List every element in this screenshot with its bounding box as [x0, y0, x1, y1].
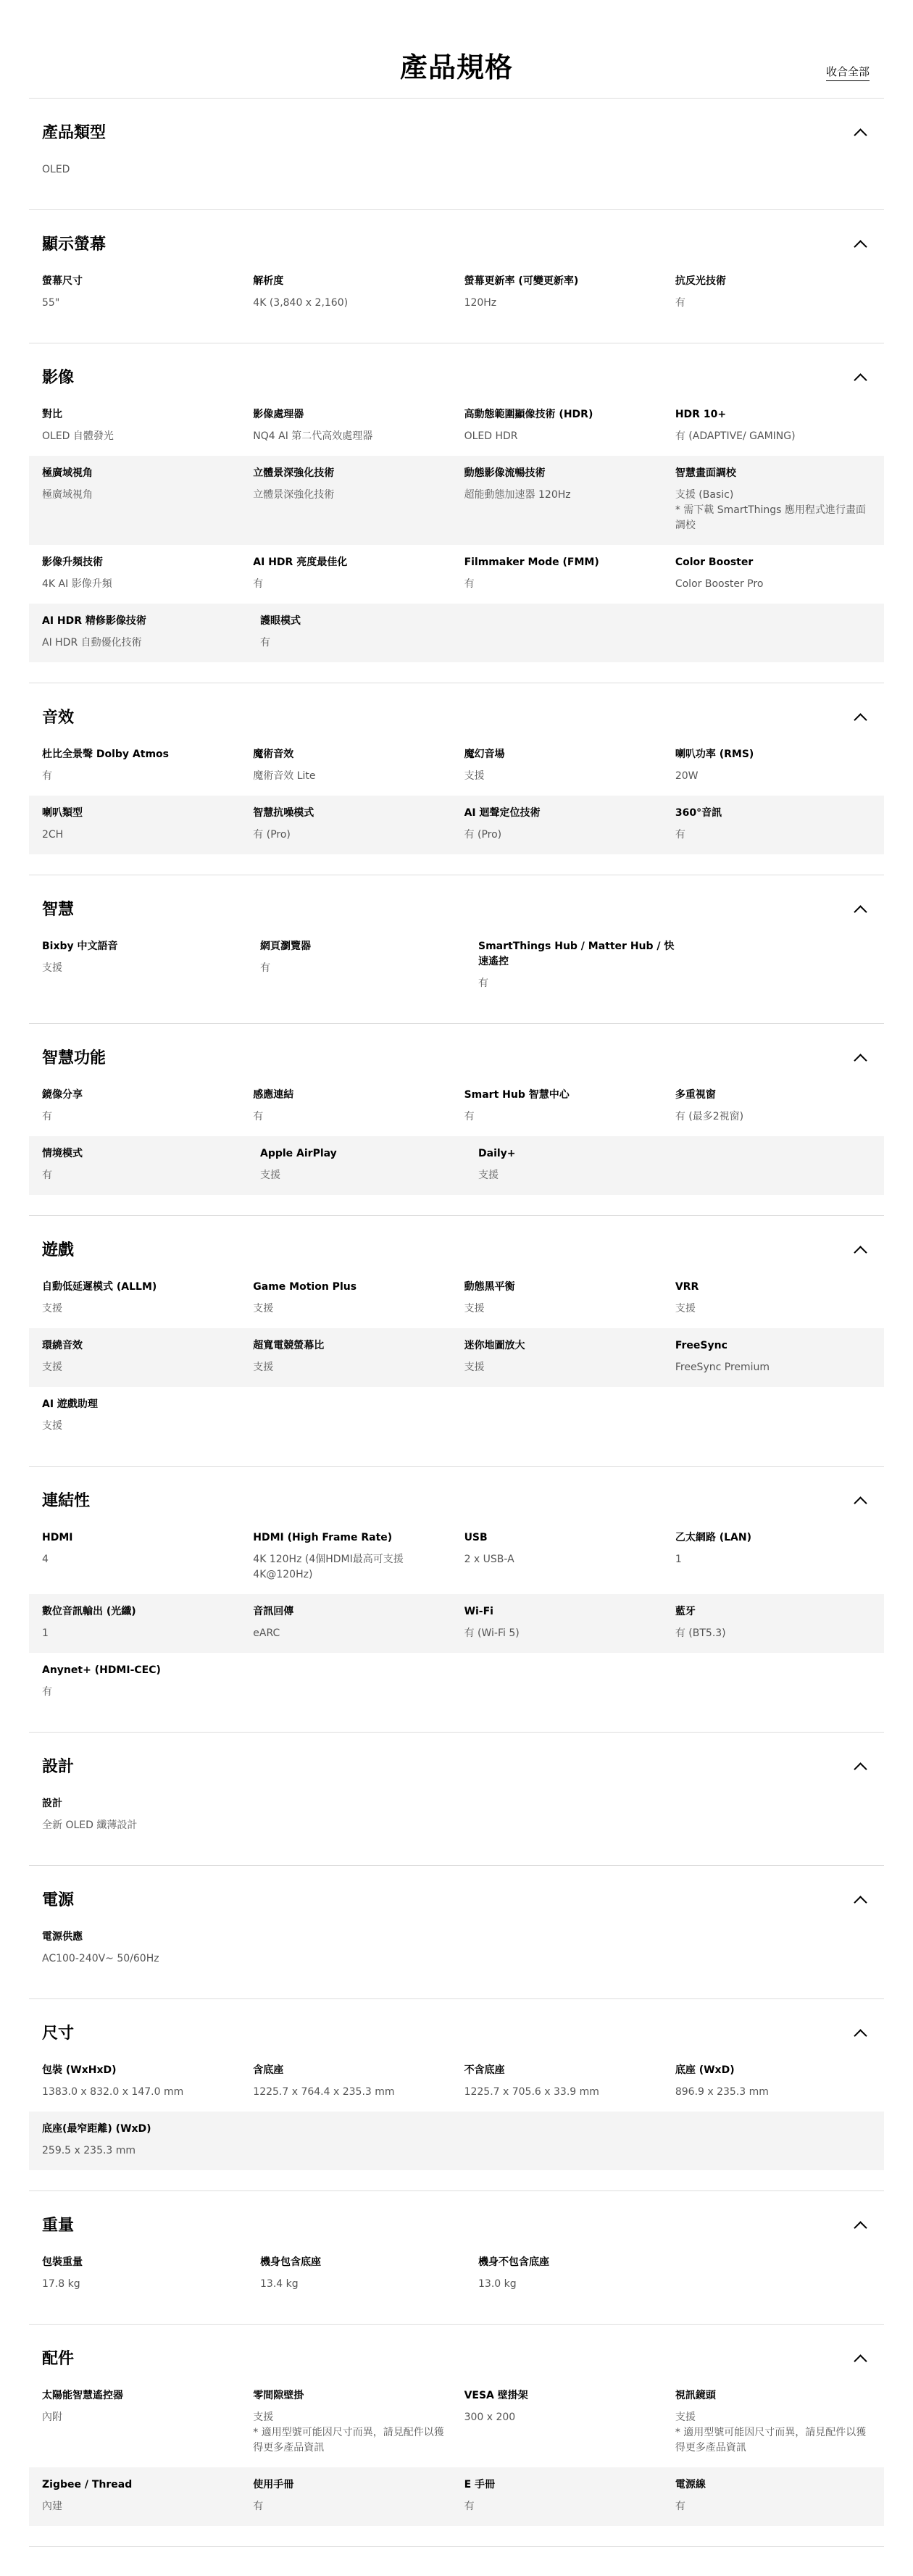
- spec-item: [675, 1530, 871, 1583]
- spec-value: 有 (Wi-Fi 5): [464, 1627, 520, 1639]
- spec-label: 含底座: [253, 2064, 284, 2076]
- spec-item: [464, 1280, 675, 1317]
- spec-value: 有 (Pro): [464, 829, 502, 841]
- spec-row: [29, 1920, 884, 1978]
- spec-row: [29, 1387, 884, 1446]
- section-title: 遊戲: [42, 1241, 75, 1259]
- spec-value: 有: [42, 770, 52, 782]
- spec-item: [464, 466, 675, 533]
- spec-value: 立體景深強化技術: [253, 489, 335, 501]
- spec-item: [42, 1146, 260, 1183]
- spec-label: 立體景深強化技術: [253, 467, 335, 479]
- spec-label: Anynet+ (HDMI-CEC): [42, 1664, 161, 1676]
- spec-item: [42, 1397, 245, 1434]
- page-title: 產品規格: [399, 51, 513, 83]
- spec-value: eARC: [253, 1627, 280, 1639]
- spec-item: [42, 1088, 253, 1125]
- spec-item: [675, 1088, 871, 1125]
- spec-row: [29, 1328, 884, 1387]
- spec-label: 解析度: [253, 275, 284, 287]
- spec-item: [464, 1338, 675, 1375]
- spec-value: 有: [464, 2501, 475, 2512]
- section-toggle[interactable]: [29, 2015, 884, 2053]
- spec-row: [29, 264, 884, 322]
- spec-value: 支援: [253, 1303, 274, 1314]
- spec-item: [675, 1604, 871, 1641]
- spec-label: 包裝重量: [42, 2256, 83, 2268]
- spec-label: 音訊回傳: [253, 1606, 294, 1617]
- spec-label: 使用手冊: [253, 2479, 294, 2490]
- spec-label: 鏡像分享: [42, 1089, 83, 1101]
- spec-item: [42, 1930, 245, 1967]
- spec-value: 支援 * 適用型號可能因尺寸而異，請見配件以獲得更多產品資訊: [675, 2412, 867, 2454]
- spec-label: E 手冊: [464, 2479, 495, 2490]
- spec-row: [29, 604, 884, 662]
- spec-value: 1383.0 x 832.0 x 147.0 mm: [42, 2086, 184, 2098]
- spec-value: 13.4 kg: [260, 2278, 299, 2290]
- spec-item: [675, 274, 871, 311]
- spec-item: [464, 555, 675, 592]
- spec-value: 有: [478, 978, 488, 989]
- spec-row: [29, 2112, 884, 2170]
- spec-item: [464, 2063, 675, 2100]
- spec-label: 視訊鏡頭: [675, 2390, 716, 2401]
- spec-item: [42, 162, 245, 178]
- spec-item: [42, 939, 260, 991]
- spec-label: SmartThings Hub / Matter Hub / 快速遙控: [478, 941, 675, 967]
- spec-item: [464, 747, 675, 784]
- section-title: 智慧: [42, 901, 75, 919]
- spec-item: [42, 806, 253, 843]
- section-toggle[interactable]: [29, 699, 884, 737]
- section-title: 配件: [42, 2350, 75, 2368]
- spec-value: 支援: [42, 962, 62, 974]
- spec-item: [253, 2477, 464, 2514]
- spec-value: 有: [675, 829, 685, 841]
- spec-item: [675, 2063, 871, 2100]
- spec-value: 有: [253, 1111, 264, 1122]
- spec-item: [42, 1280, 253, 1317]
- spec-value: 1: [42, 1627, 49, 1639]
- spec-label: 數位音訊輸出 (光纖): [42, 1606, 136, 1617]
- spec-row: [29, 2467, 884, 2526]
- spec-item: [675, 2388, 871, 2456]
- spec-value: AC100-240V~ 50/60Hz: [42, 1953, 159, 1964]
- spec-label: 魔術音效: [253, 749, 294, 760]
- spec-sections: [29, 99, 884, 2547]
- spec-label: 藍牙: [675, 1606, 696, 1617]
- spec-item: [260, 614, 463, 651]
- spec-item: [675, 806, 871, 843]
- section-toggle[interactable]: [29, 2207, 884, 2245]
- spec-item: [253, 407, 464, 444]
- spec-item: [42, 407, 253, 444]
- spec-label: 影像處理器: [253, 409, 304, 420]
- spec-item: [42, 1663, 245, 1700]
- spec-value: OLED 自體發光: [42, 430, 114, 442]
- spec-label: 抗反光技術: [675, 275, 726, 287]
- spec-item: [675, 747, 871, 784]
- spec-item: [42, 274, 253, 311]
- spec-label: Bixby 中文語音: [42, 941, 118, 952]
- spec-item: [675, 407, 871, 444]
- spec-label: VRR: [675, 1281, 699, 1293]
- spec-value: 120Hz: [464, 297, 497, 309]
- spec-label: HDMI (High Frame Rate): [253, 1532, 393, 1543]
- section-toggle[interactable]: [29, 2341, 884, 2378]
- spec-value: 支援: [478, 1170, 499, 1181]
- spec-label: 電源供應: [42, 1931, 83, 1943]
- spec-label: 多重視窗: [675, 1089, 716, 1101]
- spec-item: [253, 466, 464, 533]
- spec-value: 4: [42, 1554, 49, 1565]
- spec-value: 支援: [42, 1362, 62, 1373]
- spec-item: [253, 555, 464, 592]
- spec-label: 動態影像流暢技術: [464, 467, 546, 479]
- spec-item: [464, 274, 675, 311]
- spec-item: [42, 1530, 253, 1583]
- spec-value: OLED HDR: [464, 430, 518, 442]
- spec-label: AI HDR 亮度最佳化: [253, 557, 348, 568]
- spec-item: [675, 555, 871, 592]
- spec-label: 迷你地圖放大: [464, 1340, 525, 1351]
- spec-item: [253, 1530, 464, 1583]
- spec-label: AI HDR 精修影像技術: [42, 615, 146, 627]
- spec-label: 乙太網路 (LAN): [675, 1532, 751, 1543]
- spec-label: 智慧畫面調校: [675, 467, 736, 479]
- spec-value: 支援 (Basic) * 需下載 SmartThings 應用程式進行畫面調校: [675, 489, 866, 531]
- spec-item: [675, 2477, 871, 2514]
- spec-value: 55": [42, 297, 60, 309]
- spec-section: [29, 1999, 884, 2191]
- spec-label: 螢幕尺寸: [42, 275, 83, 287]
- spec-label: Color Booster: [675, 557, 754, 568]
- spec-label: 魔幻音場: [464, 749, 505, 760]
- section-toggle[interactable]: [29, 1232, 884, 1270]
- spec-value: 有: [675, 297, 685, 309]
- spec-value: 有: [42, 1686, 52, 1698]
- spec-item: [464, 2388, 675, 2456]
- spec-label: 機身包含底座: [260, 2256, 321, 2268]
- spec-label: 包裝 (WxHxD): [42, 2064, 117, 2076]
- spec-label: 高動態範圍顯像技術 (HDR): [464, 409, 593, 420]
- spec-item: [675, 466, 871, 533]
- section-title: 音效: [42, 709, 75, 727]
- spec-label: 超寬電競螢幕比: [253, 1340, 325, 1351]
- spec-item: [464, 407, 675, 444]
- spec-item: [260, 1146, 478, 1183]
- spec-label: 底座(最窄距離) (WxD): [42, 2123, 151, 2135]
- spec-label: Filmmaker Mode (FMM): [464, 557, 599, 568]
- spec-section: [29, 683, 884, 875]
- spec-item: [42, 1604, 253, 1641]
- spec-row: [29, 397, 884, 456]
- spec-value: 2 x USB-A: [464, 1554, 514, 1565]
- spec-item: [464, 1088, 675, 1125]
- spec-item: [42, 1338, 253, 1375]
- spec-header: [29, 0, 884, 99]
- spec-value: 4K (3,840 x 2,160): [253, 297, 349, 309]
- spec-item: [253, 1604, 464, 1641]
- spec-value: 有: [253, 578, 264, 590]
- spec-row: [29, 2245, 884, 2304]
- spec-item: [42, 2255, 260, 2292]
- spec-row: [29, 1594, 884, 1653]
- section-toggle[interactable]: [29, 891, 884, 929]
- spec-item: [464, 1530, 675, 1583]
- spec-label: AI 迴聲定位技術: [464, 807, 541, 819]
- spec-item: [478, 939, 681, 991]
- spec-value: 極廣域視角: [42, 489, 93, 501]
- spec-value: 支援: [675, 1303, 696, 1314]
- spec-value: 有 (Pro): [253, 829, 291, 841]
- spec-label: 自動低延遲模式 (ALLM): [42, 1281, 157, 1293]
- spec-item: [253, 1088, 464, 1125]
- spec-row: [29, 1520, 884, 1594]
- spec-label: 杜比全景聲 Dolby Atmos: [42, 749, 169, 760]
- spec-label: 機身不包含底座: [478, 2256, 549, 2268]
- spec-label: 極廣域視角: [42, 467, 93, 479]
- section-toggle[interactable]: [29, 359, 884, 397]
- spec-item: [675, 1280, 871, 1317]
- spec-value: 259.5 x 235.3 mm: [42, 2145, 136, 2156]
- spec-value: 有: [675, 2501, 685, 2512]
- spec-item: [464, 1604, 675, 1641]
- spec-value: 有: [42, 1111, 52, 1122]
- spec-label: 底座 (WxD): [675, 2064, 735, 2076]
- spec-value: 有: [260, 962, 270, 974]
- spec-item: [464, 806, 675, 843]
- section-title: 尺寸: [42, 2025, 75, 2043]
- spec-section: [29, 2191, 884, 2325]
- spec-value: OLED: [42, 164, 70, 175]
- section-toggle[interactable]: [29, 1483, 884, 1520]
- spec-value: 內附: [42, 2412, 62, 2423]
- section-title: 產品類型: [42, 124, 107, 142]
- spec-item: [42, 2063, 253, 2100]
- spec-label: HDR 10+: [675, 409, 727, 420]
- spec-value: 支援: [260, 1170, 280, 1181]
- spec-value: 支援: [253, 1362, 274, 1373]
- spec-label: Game Motion Plus: [253, 1281, 357, 1293]
- spec-row: [29, 456, 884, 545]
- spec-item: [42, 466, 253, 533]
- spec-item: [42, 2477, 253, 2514]
- spec-section: [29, 1733, 884, 1866]
- spec-row: [29, 1786, 884, 1845]
- spec-section: [29, 875, 884, 1024]
- spec-item: [253, 1280, 464, 1317]
- spec-label: 智慧抗噪模式: [253, 807, 314, 819]
- spec-item: [253, 806, 464, 843]
- spec-label: 感應連結: [253, 1089, 294, 1101]
- spec-value: 支援 * 適用型號可能因尺寸而異，請見配件以獲得更多產品資訊: [253, 2412, 444, 2454]
- spec-label: 喇叭類型: [42, 807, 83, 819]
- section-toggle[interactable]: [29, 114, 884, 152]
- spec-value: 有: [260, 637, 270, 649]
- spec-item: [675, 1338, 871, 1375]
- spec-label: Zigbee / Thread: [42, 2479, 133, 2490]
- spec-row: [29, 1136, 884, 1195]
- spec-item: [42, 747, 253, 784]
- collapse-all-link[interactable]: 收合全部: [826, 64, 870, 81]
- spec-label: 網頁瀏覽器: [260, 941, 311, 952]
- spec-value: 有: [253, 2501, 264, 2512]
- section-toggle[interactable]: [29, 226, 884, 264]
- spec-label: 影像升頻技術: [42, 557, 103, 568]
- spec-section: [29, 210, 884, 343]
- spec-item: [42, 2122, 245, 2159]
- spec-value: 4K 120Hz (4個HDMI最高可支援4K@120Hz): [253, 1554, 404, 1580]
- spec-row: [29, 152, 884, 189]
- spec-value: AI HDR 自動優化技術: [42, 637, 142, 649]
- spec-item: [464, 2477, 675, 2514]
- spec-value: 300 x 200: [464, 2412, 516, 2423]
- spec-value: 支援: [464, 770, 485, 782]
- spec-label: 不含底座: [464, 2064, 505, 2076]
- spec-label: 螢幕更新率 (可變更新率): [464, 275, 579, 287]
- spec-item: [42, 2388, 253, 2456]
- spec-value: 支援: [464, 1303, 485, 1314]
- spec-item: [253, 747, 464, 784]
- spec-value: 1: [675, 1554, 682, 1565]
- spec-item: [253, 274, 464, 311]
- spec-row: [29, 796, 884, 854]
- spec-value: 13.0 kg: [478, 2278, 517, 2290]
- spec-value: 1225.7 x 764.4 x 235.3 mm: [253, 2086, 395, 2098]
- spec-label: 喇叭功率 (RMS): [675, 749, 754, 760]
- section-title: 重量: [42, 2217, 75, 2235]
- spec-label: 護眼模式: [260, 615, 301, 627]
- section-toggle[interactable]: [29, 1748, 884, 1786]
- spec-value: 內建: [42, 2501, 62, 2512]
- spec-label: 對比: [42, 409, 62, 420]
- spec-label: AI 遊戲助理: [42, 1399, 98, 1410]
- spec-section: [29, 2325, 884, 2547]
- spec-label: 設計: [42, 1798, 62, 1809]
- spec-item: [253, 1338, 464, 1375]
- section-title: 顯示螢幕: [42, 235, 107, 254]
- spec-label: 太陽能智慧遙控器: [42, 2390, 123, 2401]
- spec-row: [29, 2053, 884, 2112]
- spec-item: [42, 555, 253, 592]
- spec-section: [29, 1467, 884, 1733]
- spec-item: [253, 2388, 464, 2456]
- spec-value: 896.9 x 235.3 mm: [675, 2086, 769, 2098]
- spec-value: 支援: [42, 1303, 62, 1314]
- spec-item: [260, 2255, 478, 2292]
- spec-value: 2CH: [42, 829, 64, 841]
- spec-value: 魔術音效 Lite: [253, 770, 316, 782]
- spec-label: USB: [464, 1532, 488, 1543]
- spec-label: 零間隙壁掛: [253, 2390, 304, 2401]
- spec-section: [29, 1866, 884, 1999]
- spec-value: 支援: [464, 1362, 485, 1373]
- spec-section: [29, 1024, 884, 1216]
- spec-label: 動態黑平衡: [464, 1281, 515, 1293]
- spec-value: 支援: [42, 1420, 62, 1432]
- spec-section: [29, 99, 884, 210]
- spec-label: Wi-Fi: [464, 1606, 493, 1617]
- spec-label: Smart Hub 智慧中心: [464, 1089, 570, 1101]
- section-toggle[interactable]: [29, 1040, 884, 1077]
- spec-value: 4K AI 影像升頻: [42, 578, 112, 590]
- spec-label: 電源線: [675, 2479, 706, 2490]
- spec-row: [29, 929, 884, 1003]
- spec-item: [478, 1146, 681, 1183]
- spec-value: 有: [42, 1170, 52, 1181]
- spec-item: [42, 614, 260, 651]
- spec-item: [260, 939, 478, 991]
- spec-label: Apple AirPlay: [260, 1148, 337, 1159]
- section-toggle[interactable]: [29, 1882, 884, 1920]
- spec-row: [29, 2378, 884, 2467]
- spec-value: 20W: [675, 770, 699, 782]
- spec-value: 1225.7 x 705.6 x 33.9 mm: [464, 2086, 599, 2098]
- spec-value: NQ4 AI 第二代高效處理器: [253, 430, 373, 442]
- spec-label: VESA 壁掛架: [464, 2390, 528, 2401]
- spec-value: FreeSync Premium: [675, 1362, 770, 1373]
- spec-section: [29, 1216, 884, 1467]
- spec-row: [29, 1077, 884, 1136]
- section-title: 連結性: [42, 1492, 91, 1510]
- spec-value: 有 (BT5.3): [675, 1627, 726, 1639]
- spec-label: 360°音訊: [675, 807, 722, 819]
- spec-row: [29, 545, 884, 604]
- spec-value: 有: [464, 578, 475, 590]
- spec-value: 全新 OLED 纖薄設計: [42, 1820, 138, 1831]
- spec-label: 情境模式: [42, 1148, 83, 1159]
- section-title: 設計: [42, 1758, 75, 1776]
- spec-row: [29, 737, 884, 796]
- spec-item: [478, 2255, 681, 2292]
- spec-section: [29, 343, 884, 683]
- spec-value: 有: [464, 1111, 475, 1122]
- spec-label: HDMI: [42, 1532, 73, 1543]
- spec-value: 有 (ADAPTIVE/ GAMING): [675, 430, 796, 442]
- spec-item: [42, 1796, 245, 1833]
- spec-row: [29, 1270, 884, 1328]
- spec-value: Color Booster Pro: [675, 578, 764, 590]
- spec-value: 17.8 kg: [42, 2278, 80, 2290]
- spec-label: 環繞音效: [42, 1340, 83, 1351]
- spec-value: 超能動態加速器 120Hz: [464, 489, 571, 501]
- spec-label: FreeSync: [675, 1340, 728, 1351]
- section-title: 智慧功能: [42, 1049, 107, 1067]
- section-title: 影像: [42, 369, 75, 387]
- section-title: 電源: [42, 1891, 75, 1909]
- spec-item: [253, 2063, 464, 2100]
- spec-row: [29, 1653, 884, 1712]
- spec-label: Daily+: [478, 1148, 516, 1159]
- spec-value: 有 (最多2視窗): [675, 1111, 744, 1122]
